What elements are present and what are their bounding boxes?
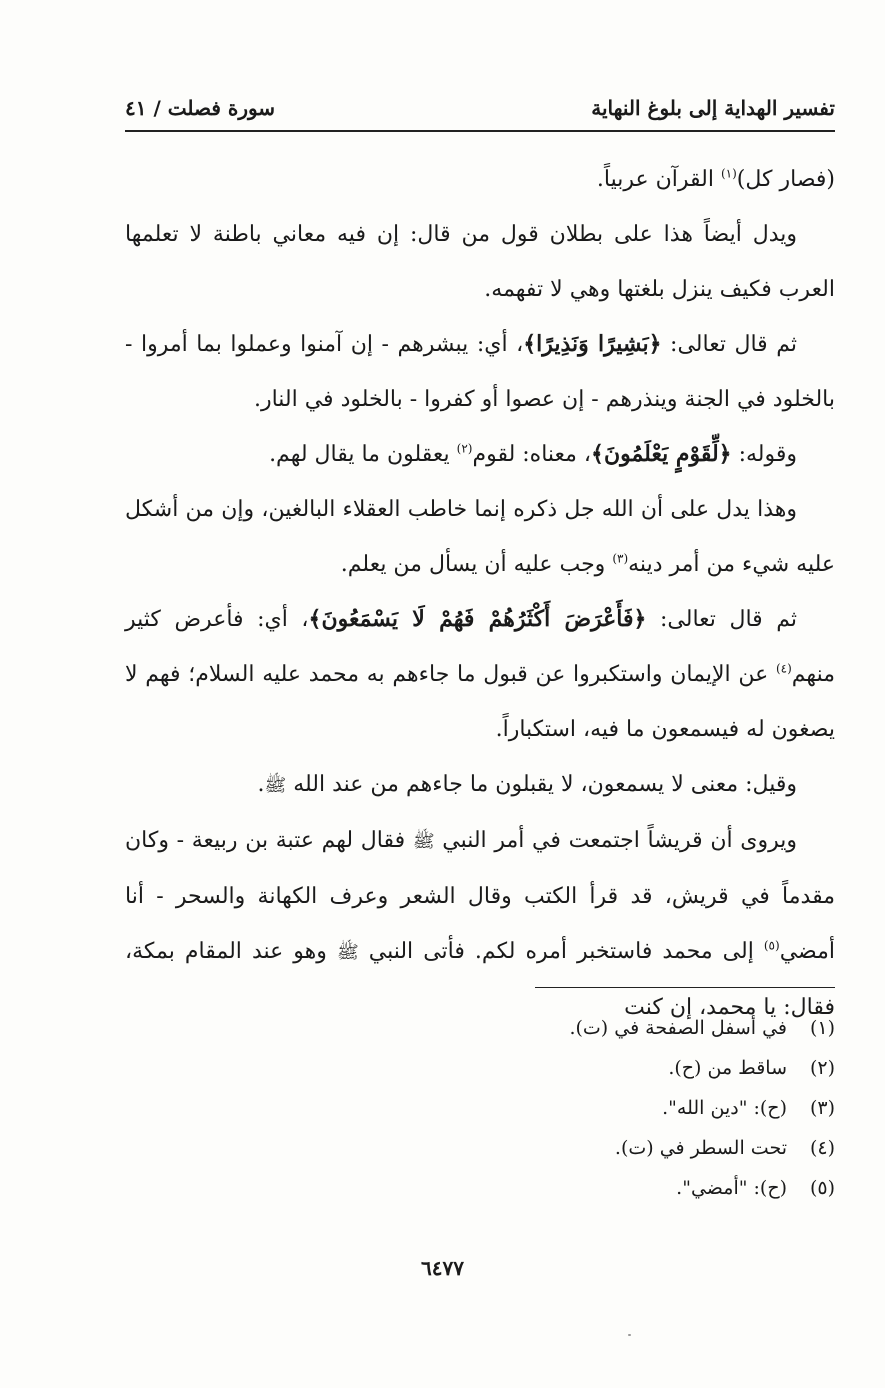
text-run: وجب عليه أن يسأل من يعلم.: [340, 552, 613, 577]
main-text: [125, 152, 835, 1035]
book-title: تفسير الهداية إلى بلوغ النهاية: [591, 96, 835, 120]
paragraph: [125, 152, 835, 207]
footnote-item: [535, 1128, 835, 1168]
quran-verse: ﴿فَأَعْرَضَ أَكْثَرُهُمْ فَهُمْ لَا يَسْمَعُونَ﴾: [308, 606, 647, 632]
footnote-number: (٤): [809, 1137, 835, 1159]
footnotes: [535, 1008, 835, 1208]
text-run: ثم قال تعالى:: [646, 607, 798, 632]
running-header: [125, 92, 835, 124]
text-run: وقوله:: [731, 442, 797, 467]
honorific-glyph: ﷺ: [264, 775, 287, 796]
footnote-ref: (١): [720, 166, 737, 181]
paragraph: [125, 813, 835, 1035]
footnote-separator: [535, 987, 835, 988]
text-run: وقيل: معنى لا يسمعون، لا يقبلون ما جاءهم من عند الله: [286, 772, 797, 797]
honorific-glyph: ﷺ: [412, 831, 435, 852]
paragraph: [125, 317, 835, 427]
paragraph: [125, 482, 835, 592]
text-run: ويروى أن قريشاً اجتمعت في أمر النبي: [434, 828, 797, 853]
footnote-item: [535, 1168, 835, 1208]
honorific-glyph: ﷺ: [336, 942, 359, 963]
text-run: (فصار كل): [736, 167, 835, 192]
footnote-number: (١): [809, 1017, 835, 1039]
text-run: القرآن عربياً.: [596, 167, 721, 192]
page-number: ٦٤٧٧: [421, 1256, 464, 1280]
scan-speck: [628, 1334, 631, 1336]
footnote-number: (٥): [809, 1177, 835, 1199]
quran-verse: ﴿بَشِيرًا وَنَذِيرًا﴾: [523, 331, 662, 357]
surah-label: سورة فصلت / ٤١: [125, 96, 276, 120]
text-run: فقال لهم عتبة بن ربيعة - وكان مقدماً في قريش، قد قرأ الكتب وقال الشعر وعرف الكهانة والسحر - أنا أمضي: [125, 828, 835, 964]
text-run: ويدل أيضاً هذا على بطلان قول من قال: إن فيه معاني باطنة لا تعلمها العرب فكيف ينزل بلغتها وهي لا تفهمه.: [125, 222, 835, 302]
footnote-text: (ح): "أمضي".: [676, 1177, 787, 1199]
footnote-number: (٢): [809, 1057, 835, 1079]
text-run: وهو عند المقام بمكة، فقال: يا محمد، إن كنت: [125, 939, 835, 1020]
text-run: ، أي: يبشرهم - إن آمنوا وعملوا بما أمروا - بالخلود في الجنة وينذرهم - إن عصوا أو كفروا - بالخلود في النار.: [125, 332, 835, 412]
footnote-ref: (٤): [775, 661, 792, 676]
footnote-ref: (٢): [456, 441, 473, 456]
footnote-item: [535, 1048, 835, 1088]
footnote-text: تحت السطر في (ت).: [614, 1137, 787, 1159]
paragraph: [125, 427, 835, 482]
text-run: ثم قال تعالى:: [661, 332, 798, 357]
footnote-item: [535, 1008, 835, 1048]
footnote-ref: (٣): [612, 551, 629, 566]
footnote-text: ساقط من (ح).: [668, 1057, 787, 1079]
text-run: ، أي: فأعرض كثير منهم: [125, 607, 835, 687]
paragraph: [125, 592, 835, 757]
quran-verse: ﴿لِّقَوْمٍ يَعْلَمُونَ﴾: [591, 441, 732, 467]
footnote-text: (ح): "دين الله".: [662, 1097, 787, 1119]
text-run: وهذا يدل على أن الله جل ذكره إنما خاطب العقلاء البالغين، وإن من أشكل عليه شيء من أمر دينه: [125, 497, 835, 577]
paragraph: [125, 757, 835, 813]
text-run: .: [257, 772, 265, 797]
header-rule: [125, 130, 835, 132]
footnote-ref: (٥): [763, 938, 780, 953]
paragraph: [125, 207, 835, 317]
text-run: عن الإيمان واستكبروا عن قبول ما جاءهم به محمد عليه السلام؛ فهم لا يصغون له فيسمعون ما فيه، استكباراً.: [125, 662, 835, 742]
text-run: يعقلون ما يقال لهم.: [269, 442, 457, 467]
footnote-item: [535, 1088, 835, 1128]
text-run: إلى محمد فاستخبر أمره لكم. فأتى النبي: [358, 939, 764, 964]
footnote-number: (٣): [809, 1097, 835, 1119]
text-run: ، معناه: لقوم: [472, 442, 592, 467]
footnote-text: في أسفل الصفحة في (ت).: [569, 1017, 787, 1039]
